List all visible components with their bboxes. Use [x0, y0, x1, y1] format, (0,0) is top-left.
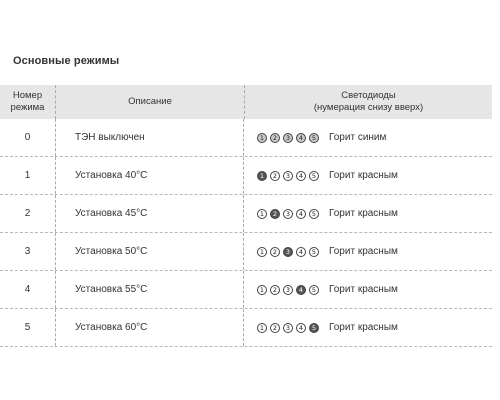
section-title: Основные режимы — [13, 55, 120, 67]
led-icon: 3 — [283, 171, 293, 181]
led-icon: 1 — [257, 285, 267, 295]
led-icon: 4 — [296, 285, 306, 295]
led-icon: 5 — [309, 323, 319, 333]
row-description: Установка 60°С — [56, 309, 244, 346]
table-row — [0, 195, 492, 233]
led-icon: 1 — [257, 171, 267, 181]
table-row — [0, 157, 492, 195]
led-indicator-group — [257, 285, 319, 295]
row-status: Горит красным — [329, 284, 398, 295]
led-icon: 5 — [309, 285, 319, 295]
row-mode: 5 — [0, 309, 56, 346]
row-mode: 3 — [0, 233, 56, 270]
led-icon: 3 — [283, 285, 293, 295]
header-mode-line1: Номер — [12, 90, 43, 101]
table-row — [0, 119, 492, 157]
row-leds — [244, 309, 492, 346]
led-indicator-group — [257, 247, 319, 257]
led-indicator-group — [257, 323, 319, 333]
led-icon: 4 — [296, 133, 306, 143]
header-leds-line1: Светодиоды — [341, 90, 396, 101]
led-icon: 4 — [296, 323, 306, 333]
table-body — [0, 119, 492, 347]
led-indicator-group — [257, 133, 319, 143]
led-indicator-group — [257, 209, 319, 219]
led-icon: 2 — [270, 171, 280, 181]
led-icon: 2 — [270, 285, 280, 295]
header-leds — [245, 85, 492, 119]
header-mode — [0, 85, 56, 119]
header-description — [56, 85, 245, 119]
row-mode: 4 — [0, 271, 56, 308]
row-leds — [244, 271, 492, 308]
row-mode: 2 — [0, 195, 56, 232]
led-icon: 5 — [309, 133, 319, 143]
led-icon: 4 — [296, 247, 306, 257]
led-indicator-group — [257, 171, 319, 181]
row-leds — [244, 119, 492, 156]
led-icon: 4 — [296, 171, 306, 181]
row-description: ТЭН выключен — [56, 119, 244, 156]
led-icon: 2 — [270, 247, 280, 257]
table-row — [0, 271, 492, 309]
led-icon: 4 — [296, 209, 306, 219]
row-leds — [244, 233, 492, 270]
row-status: Горит красным — [329, 322, 398, 333]
row-leds — [244, 157, 492, 194]
row-leds — [244, 195, 492, 232]
row-description: Установка 45°С — [56, 195, 244, 232]
row-mode: 1 — [0, 157, 56, 194]
row-description: Установка 55°С — [56, 271, 244, 308]
table-row — [0, 309, 492, 347]
led-icon: 1 — [257, 133, 267, 143]
led-icon: 5 — [309, 209, 319, 219]
led-icon: 1 — [257, 323, 267, 333]
led-icon: 3 — [283, 247, 293, 257]
row-status: Горит красным — [329, 246, 398, 257]
table-header — [0, 85, 492, 119]
header-mode-line2: режима — [10, 102, 45, 113]
led-icon: 1 — [257, 247, 267, 257]
row-status: Горит красным — [329, 170, 398, 181]
header-leds-line2: (нумерация снизу вверх) — [313, 102, 424, 113]
led-icon: 2 — [270, 209, 280, 219]
led-icon: 5 — [309, 171, 319, 181]
led-icon: 2 — [270, 323, 280, 333]
led-icon: 3 — [283, 323, 293, 333]
led-icon: 2 — [270, 133, 280, 143]
led-icon: 5 — [309, 247, 319, 257]
row-status: Горит красным — [329, 208, 398, 219]
header-description-label: Описание — [128, 96, 172, 107]
row-description: Установка 40°С — [56, 157, 244, 194]
led-icon: 3 — [283, 133, 293, 143]
modes-table — [0, 85, 492, 347]
led-icon: 1 — [257, 209, 267, 219]
row-status: Горит синим — [329, 132, 387, 143]
led-icon: 3 — [283, 209, 293, 219]
row-description: Установка 50°С — [56, 233, 244, 270]
table-row — [0, 233, 492, 271]
row-mode: 0 — [0, 119, 56, 156]
